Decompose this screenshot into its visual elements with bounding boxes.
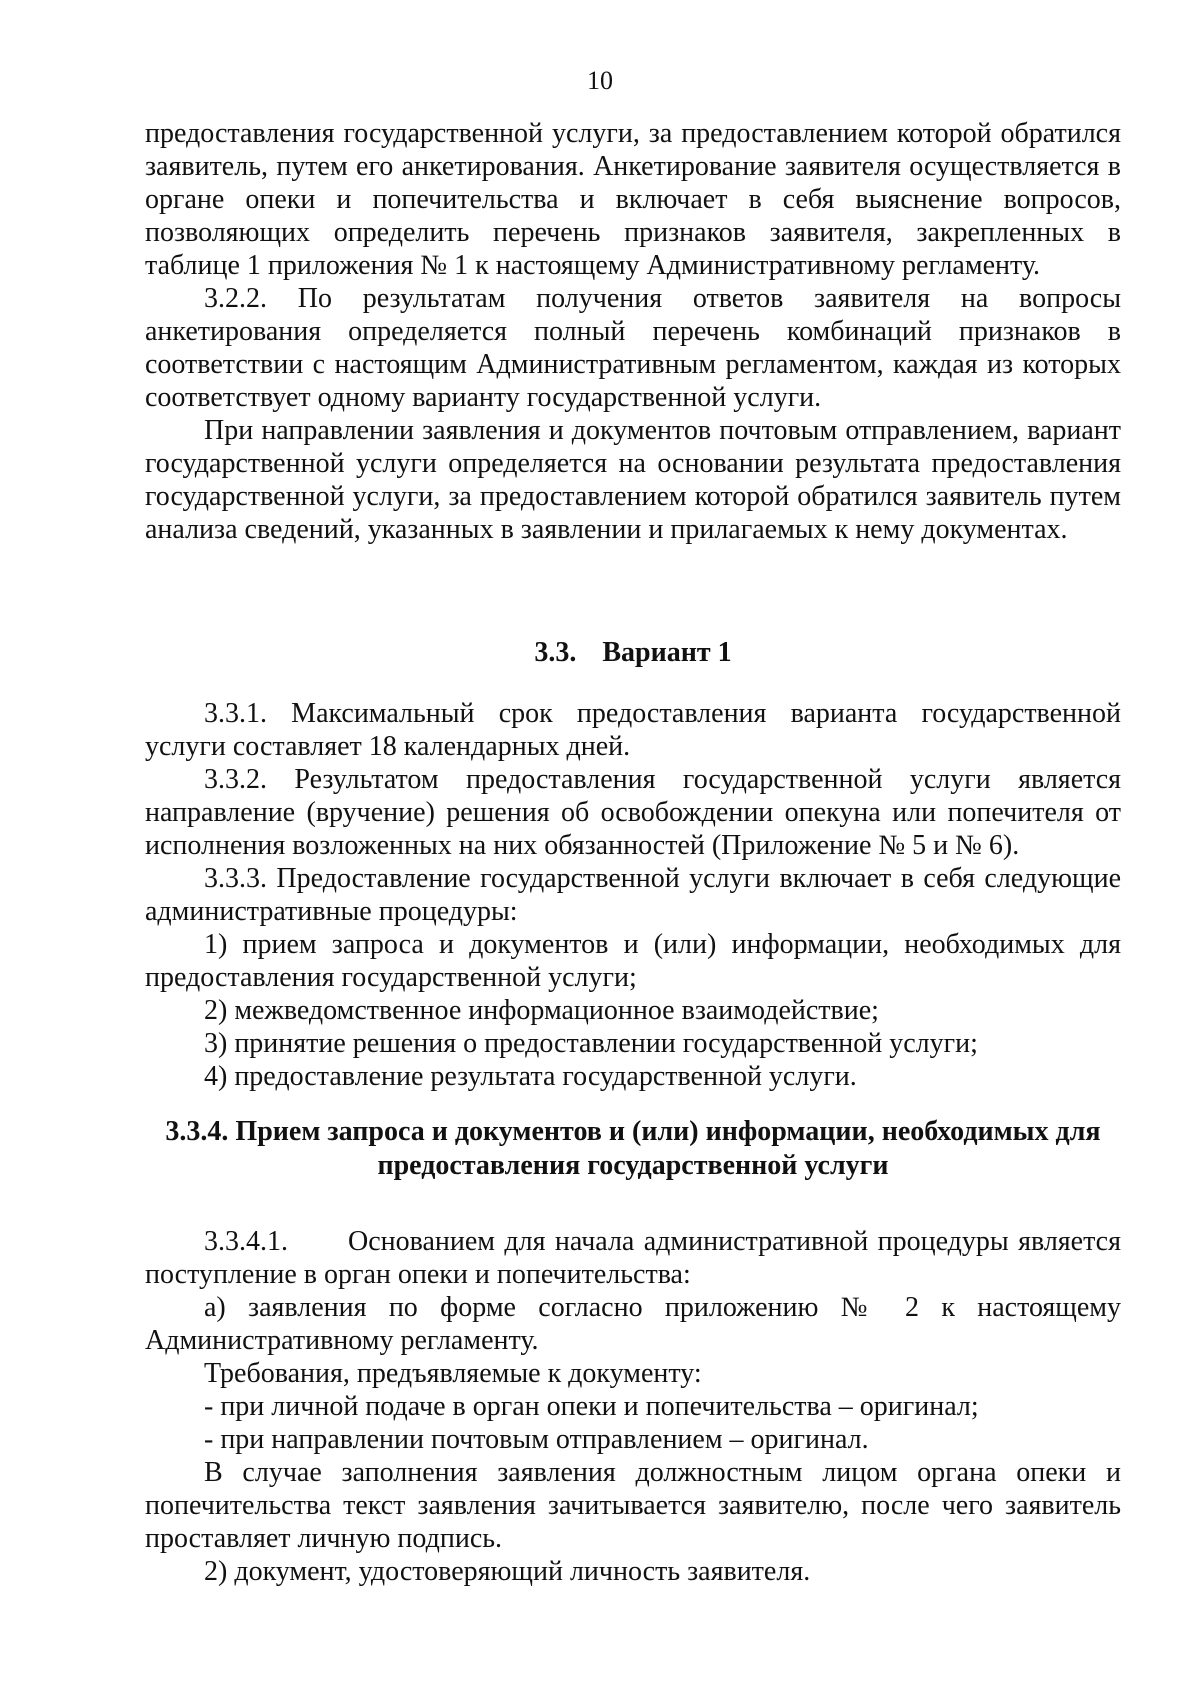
paragraph: При направлении заявления и документов почтовым отправлением, вариант государственной услуги определяется на основании результата предоставления государственной услуги, за предоставлением которой обратился заявитель путем анализа сведений, указанных в заявлении и прилагаемых к нему документах.	[145, 415, 1121, 545]
paragraph: предоставления государственной услуги, за предоставлением которой обратился заявитель, путем его анкетирования. Анкетирование заявителя осуществляется в органе опеки и попечительства и включает в себя выяснение вопросов, позволяющих определить перечень признаков заявителя, закрепленных в таблице 1 приложения № 1 к настоящему Административному регламенту.	[145, 118, 1121, 281]
intro-block	[145, 117, 1121, 546]
paragraph-3-3-4-1	[145, 1225, 1121, 1291]
heading-line: 3.3.4. Прием запроса и документов и (или) информации, необходимых для	[165, 1116, 1101, 1147]
section-heading-3-3	[145, 636, 1121, 669]
heading-line: предоставления государственной услуги	[377, 1150, 889, 1181]
list-item: 3) принятие решения о предоставлении государственной услуги;	[204, 1028, 978, 1059]
section-number: 3.3.	[534, 637, 577, 668]
page-number: 10	[587, 66, 613, 95]
section-title: Вариант 1	[602, 637, 732, 668]
paragraph: - при личной подаче в орган опеки и попечительства – оригинал;	[204, 1391, 979, 1422]
section-heading-3-3-4	[145, 1115, 1121, 1183]
paragraph: а) заявления по форме согласно приложению № 2 к настоящему Административному регламенту.	[145, 1292, 1121, 1356]
procedure-block	[145, 1225, 1121, 1588]
paragraph: Требования, предъявляемые к документу:	[204, 1358, 702, 1389]
list-item: 2) межведомственное информационное взаимодействие;	[204, 995, 879, 1026]
paragraph-3-3-2: 3.3.2. Результатом предоставления государственной услуги является направление (вручение) решения об освобождении опекуна или попечителя от исполнения возложенных на них обязанностей (Приложение № 5 и № 6).	[145, 764, 1121, 861]
list-item: 4) предоставление результата государственной услуги.	[204, 1061, 857, 1092]
clause-text: Основанием для начала административной процедуры является поступление в орган опеки и попечительства:	[145, 1226, 1121, 1290]
paragraph-3-3-3: 3.3.3. Предоставление государственной услуги включает в себя следующие административные процедуры:	[145, 863, 1121, 927]
list-item: 1) прием запроса и документов и (или) информации, необходимых для предоставления государственной услуги;	[145, 929, 1121, 993]
paragraph: - при направлении почтовым отправлением – оригинал.	[204, 1424, 869, 1455]
paragraph: 2) документ, удостоверяющий личность заявителя.	[204, 1556, 811, 1587]
clause-number: 3.3.4.1.	[204, 1226, 288, 1257]
paragraph: В случае заполнения заявления должностным лицом органа опеки и попечительства текст заявления зачитывается заявителю, после чего заявитель проставляет личную подпись.	[145, 1457, 1121, 1554]
variant-block	[145, 697, 1121, 1093]
paragraph-3-3-1: 3.3.1. Максимальный срок предоставления варианта государственной услуги составляет 18 календарных дней.	[145, 698, 1121, 762]
paragraph-3-2-2: 3.2.2. По результатам получения ответов заявителя на вопросы анкетирования определяется полный перечень комбинаций признаков в соответствии с настоящим Административным регламентом, каждая из которых соответствует одному варианту государственной услуги.	[145, 283, 1121, 413]
